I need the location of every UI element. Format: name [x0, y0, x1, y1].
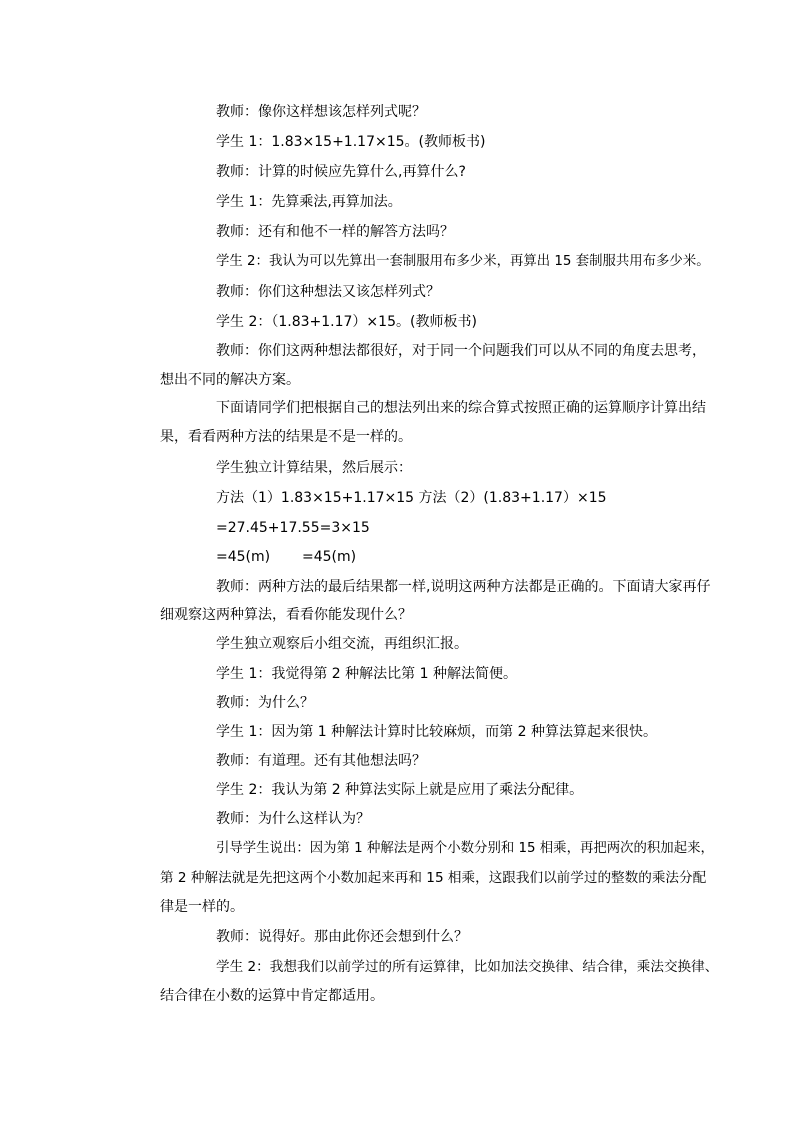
document-page: 教师：像你这样想该怎样列式呢？ 学生 1：1.83×15+1.17×15。(教师板书) 教师：计算的时候应先算什么,再算什么? 学生 1：先算乘法,再算加法。 教师：还有和他不一样的解答方法吗？ 学生 2：我认为可以先算出一套制服用布多少米，再算出 15 套制服共用布多少米。 教师：你们这种想法又该怎样列式？ 学生 2：（1.83+1.17）×15。(教师板书) 教师：你们这两种想法都很好，对于同一个问题我们可以从不同的角度去思考， 想出不同的解决方案。 下面请同学们把根据自己的想法列出来的综合算式按照正确的运算顺序计算出结 果，看看两种方法的结果是不是一样的。 学生独立计算结果，然后展示： 方法（1）1.83×15+1.17×15 方法（2）(1.83+1.17）×15 =27.45+17.55=3×15 =45(m) =45(m) 教师：两种方法的最后结果都一样,说明这两种方法都是正确的。下面请大家再仔 细观察这两种算法，看看你能发现什么？ 学生独立观察后小组交流，再组织汇报。 学生 1：我觉得第 2 种解法比第 1 种解法简便。 教师：为什么？ 学生 1：因为第 1 种解法计算时比较麻烦，而第 2 种算法算起来很快。 教师：有道理。还有其他想法吗？ 学生 2：我认为第 2 种算法实际上就是应用了乘法分配律。 教师：为什么这样认为？ 引导学生说出：因为第 1 种解法是两个小数分别和 15 相乘，再把两次的积加起来， 第 2 种解法就是先把这两个小数加起来再和 15 相乘，这跟我们以前学过的整数的乘法分配 律是一样的。 教师：说得好。那由此你还会想到什么？ 学生 2：我想我们以前学过的所有运算律，比如加法交换律、结合律，乘法交换律、 结合律在小数的运算中肯定都适用。 — [160, 104, 719, 1004]
